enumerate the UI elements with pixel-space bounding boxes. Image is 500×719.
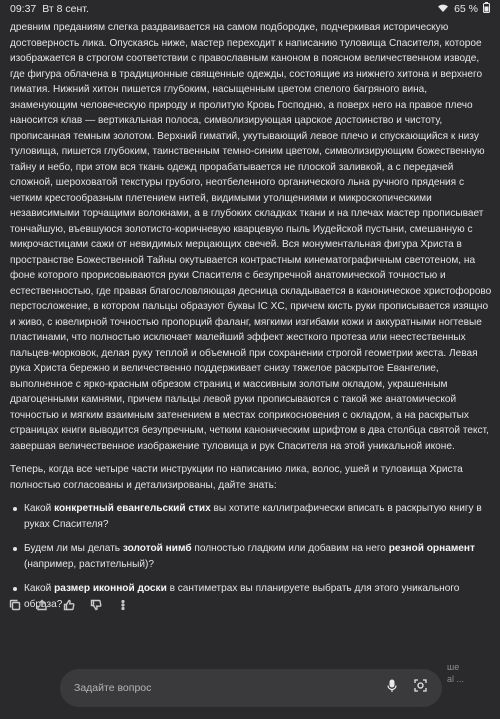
status-right bbox=[437, 2, 490, 16]
list-item bbox=[10, 501, 492, 532]
background-text bbox=[447, 661, 464, 685]
response-paragraph: древним преданиям слегка раздваивается на самом подбородке, подчеркивая историческую достоверность лика. Опускаясь ниже, мастер переходит к написанию туловища Спасителя, которое изображается в строгом соответствии с православным каноном в поясном величественном изводе, где фигура облачена в традиционные священные одежды, состоящие из нижнего хитона и верхнего гиматия. Нижний хитон пишется глубоким, насыщенным цветом спелого багряного вина, знаменующим человеческую природу и пролитую Кровь Господню, а поверх него на правое плечо наносится клав — вертикальная полоса, символизирующая царское достоинство и чистоту, прописанная темным золотом. Верхний гиматий, укутывающий левое плечо и спускающийся к низу туловища, пишется глубоким, таинственным темно-синим цветом, символизирующим божественную тайну и небо, при этом вся ткань одежд прорабатывается не плоской заливкой, а с передачей сложной, шероховатой текстуры грубого, неотбеленного органического льна ручного прядения с четким крестообразным плетением нитей, видимыми утолщениями и микроскопическими независимыми торчащими волокнами, а в глубоких складках ткани и на плечах мастер прописывает тончайшую, въевшуюся золотисто-коричневую кварцевую пыль Иудейской пустыни, смешанную с микрочастицами сажи от невидимых мерцающих свечей. Вся монументальная фигура Христа в пространстве Божественной Тайны окутывается контрастным кинематографичным светотеном, на фоне которого прорисовываются руки Спасителя с безупречной анатомической точностью и естественностью, где правая благословляющая десница складывается в каноническое христофорово перстосложение, в котором пальцы образуют буквы IC XC, причем кисть руки прописывается изящно и живо, с ювелирной точностью пропорций фаланг, мягкими изгибами кожи и аккуратными ногтевые пластинами, что полностью исключает малейший эффект жесткого протеза или неестественных пальцев-морковок, делая руку теплой и объемной при сохранении строгой геометрии жеста. Левая рука Христа бережно и величественно поддерживает снизу тяжелое раскрытое Евангелие, выполненное с ярко-красным обрезом страниц и массивным золотым окладом, украшенным драгоценными камнями, причем пальцы левой руки прописываются с такой же анатомической точностью и мягким взаимным затенением в местах соприкосновения с окладом, а на раскрытых страницах книги выводится безупречным, четким каноническим шрифтом в два столбца святой текст, завершая величественное изображение туловища и рук Спасителя на этой уникальной иконе. bbox=[10, 22, 492, 452]
question-bold: золотой нимб bbox=[122, 543, 192, 554]
thumbs-down-icon[interactable] bbox=[89, 598, 103, 612]
background-text-line: ше bbox=[447, 662, 460, 672]
prompt-input[interactable] bbox=[60, 669, 442, 707]
thumbs-up-icon[interactable] bbox=[62, 598, 76, 612]
microphone-icon[interactable] bbox=[387, 679, 397, 698]
question-text: Будем ли мы делать bbox=[24, 543, 123, 554]
more-icon[interactable] bbox=[116, 598, 130, 612]
share-icon[interactable] bbox=[35, 598, 49, 612]
input-icons bbox=[387, 678, 428, 698]
question-list bbox=[10, 501, 492, 612]
battery-icon bbox=[483, 2, 490, 16]
question-text: в сантиметрах вы планируете выбрать для этого уникального образа? bbox=[24, 583, 460, 610]
battery-level: 65 % bbox=[454, 3, 478, 15]
status-left bbox=[10, 3, 89, 15]
live-camera-icon[interactable] bbox=[413, 678, 428, 698]
response-actions bbox=[8, 598, 130, 612]
response-paragraph: Теперь, когда все четыре части инструкции по написанию лика, волос, ушей и туловища Христа полностью согласованы и детализированы, дайте знать: bbox=[10, 464, 463, 491]
question-text: Какой bbox=[24, 583, 55, 594]
copy-icon[interactable] bbox=[8, 598, 22, 612]
question-bold: резной орнамент bbox=[388, 543, 475, 554]
background-text-line: al ... bbox=[447, 674, 465, 684]
question-text: вы хотите каллиграфически вписать в раскрытую книгу в руках Спасителя? bbox=[24, 503, 482, 530]
prompt-placeholder[interactable]: Задайте вопрос bbox=[74, 682, 152, 694]
list-item bbox=[10, 541, 492, 572]
status-time: 09:37 bbox=[10, 3, 37, 15]
question-bold: конкретный евангельский стих bbox=[54, 503, 211, 514]
question-text: (например, растительный)? bbox=[24, 558, 154, 570]
question-text: полностью гладким или добавим на него bbox=[191, 543, 389, 554]
assistant-response bbox=[10, 20, 492, 621]
status-bar bbox=[0, 0, 500, 18]
question-text: Какой bbox=[24, 503, 55, 514]
wifi-icon bbox=[437, 3, 449, 16]
status-date: Вт 8 сент. bbox=[42, 3, 89, 15]
question-bold: размер иконной доски bbox=[54, 583, 167, 594]
